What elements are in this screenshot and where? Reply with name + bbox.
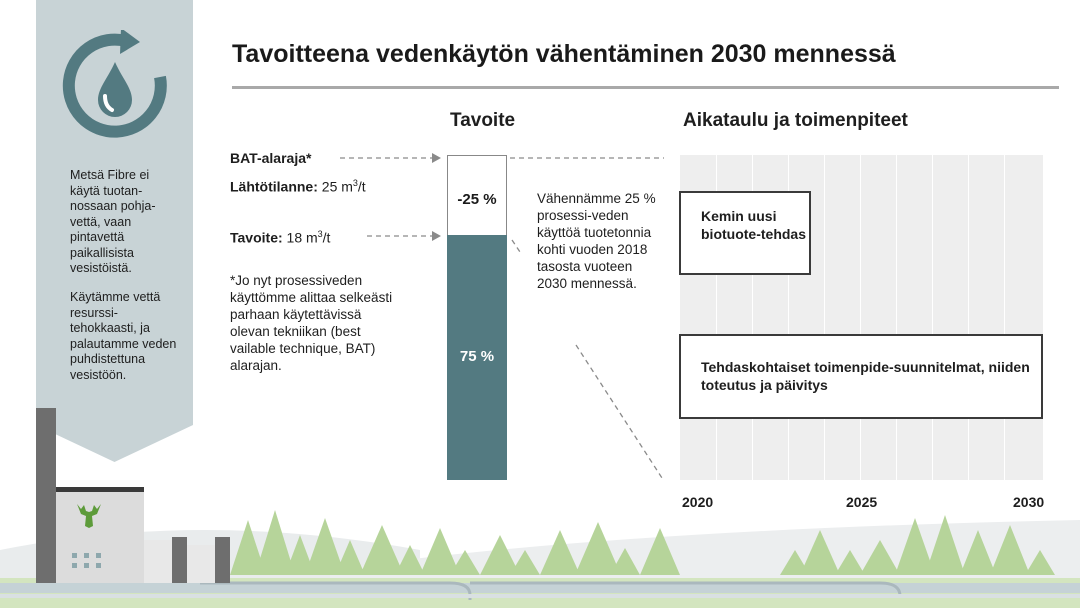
timeline-box-kemi: Kemin uusi biotuote-tehdas [679, 191, 811, 275]
goal-description: Vähennämme 25 % prosessi-veden käyttöä tuotetonnia kohti vuoden 2018 tasosta vuoteen 2030 mennessä. [537, 191, 656, 291]
timeline-heading: Aikataulu ja toimenpiteet [683, 110, 908, 131]
year-2020: 2020 [682, 494, 714, 510]
timeline-connector-line [576, 345, 662, 478]
year-2025: 2025 [846, 494, 878, 510]
sidebar-text-1: Metsä Fibre ei käytä tuotan-nossaan pohja-vettä, vaan pintavettä paikallisista vesistöistä. [70, 168, 156, 275]
bat-arrowhead [432, 153, 441, 163]
year-2030: 2030 [1013, 494, 1045, 510]
target-arrowhead [432, 231, 441, 241]
timeline-box-plans: Tehdaskohtaiset toimenpide-suunnitelmat, niiden toteutus ja päivitys [679, 334, 1043, 419]
desc-connector-line [512, 240, 520, 252]
goal-heading: Tavoite [450, 110, 516, 131]
reduction-label: -25 % [457, 191, 497, 208]
baseline-label-text: Lähtötilanne: [230, 178, 318, 195]
baseline-unit: /t [357, 178, 366, 195]
remaining-label: 75 % [459, 348, 495, 365]
page-title: Tavoitteena vedenkäytön vähentäminen 2030 mennessä [232, 40, 896, 68]
sidebar-text-2: Käytämme vettä resurssi-tehokkaasti, ja palautamme veden puhdistettuna vesistöön. [70, 290, 177, 382]
baseline-value: 25 m [321, 178, 353, 195]
baseline-unit-sup: 3 [352, 178, 358, 188]
target-unit: /t [322, 229, 331, 246]
bat-label: BAT-alaraja* [230, 150, 312, 166]
target-unit-sup: 3 [317, 229, 323, 239]
bat-footnote: *Jo nyt prosessiveden käyttömme alittaa selkeästi parhaan käytettävissä olevan tekniikan (best vailable technique, BAT) alarajan. [230, 273, 393, 373]
target-value: 18 m [286, 229, 318, 246]
target-label-text: Tavoite: [230, 229, 283, 246]
